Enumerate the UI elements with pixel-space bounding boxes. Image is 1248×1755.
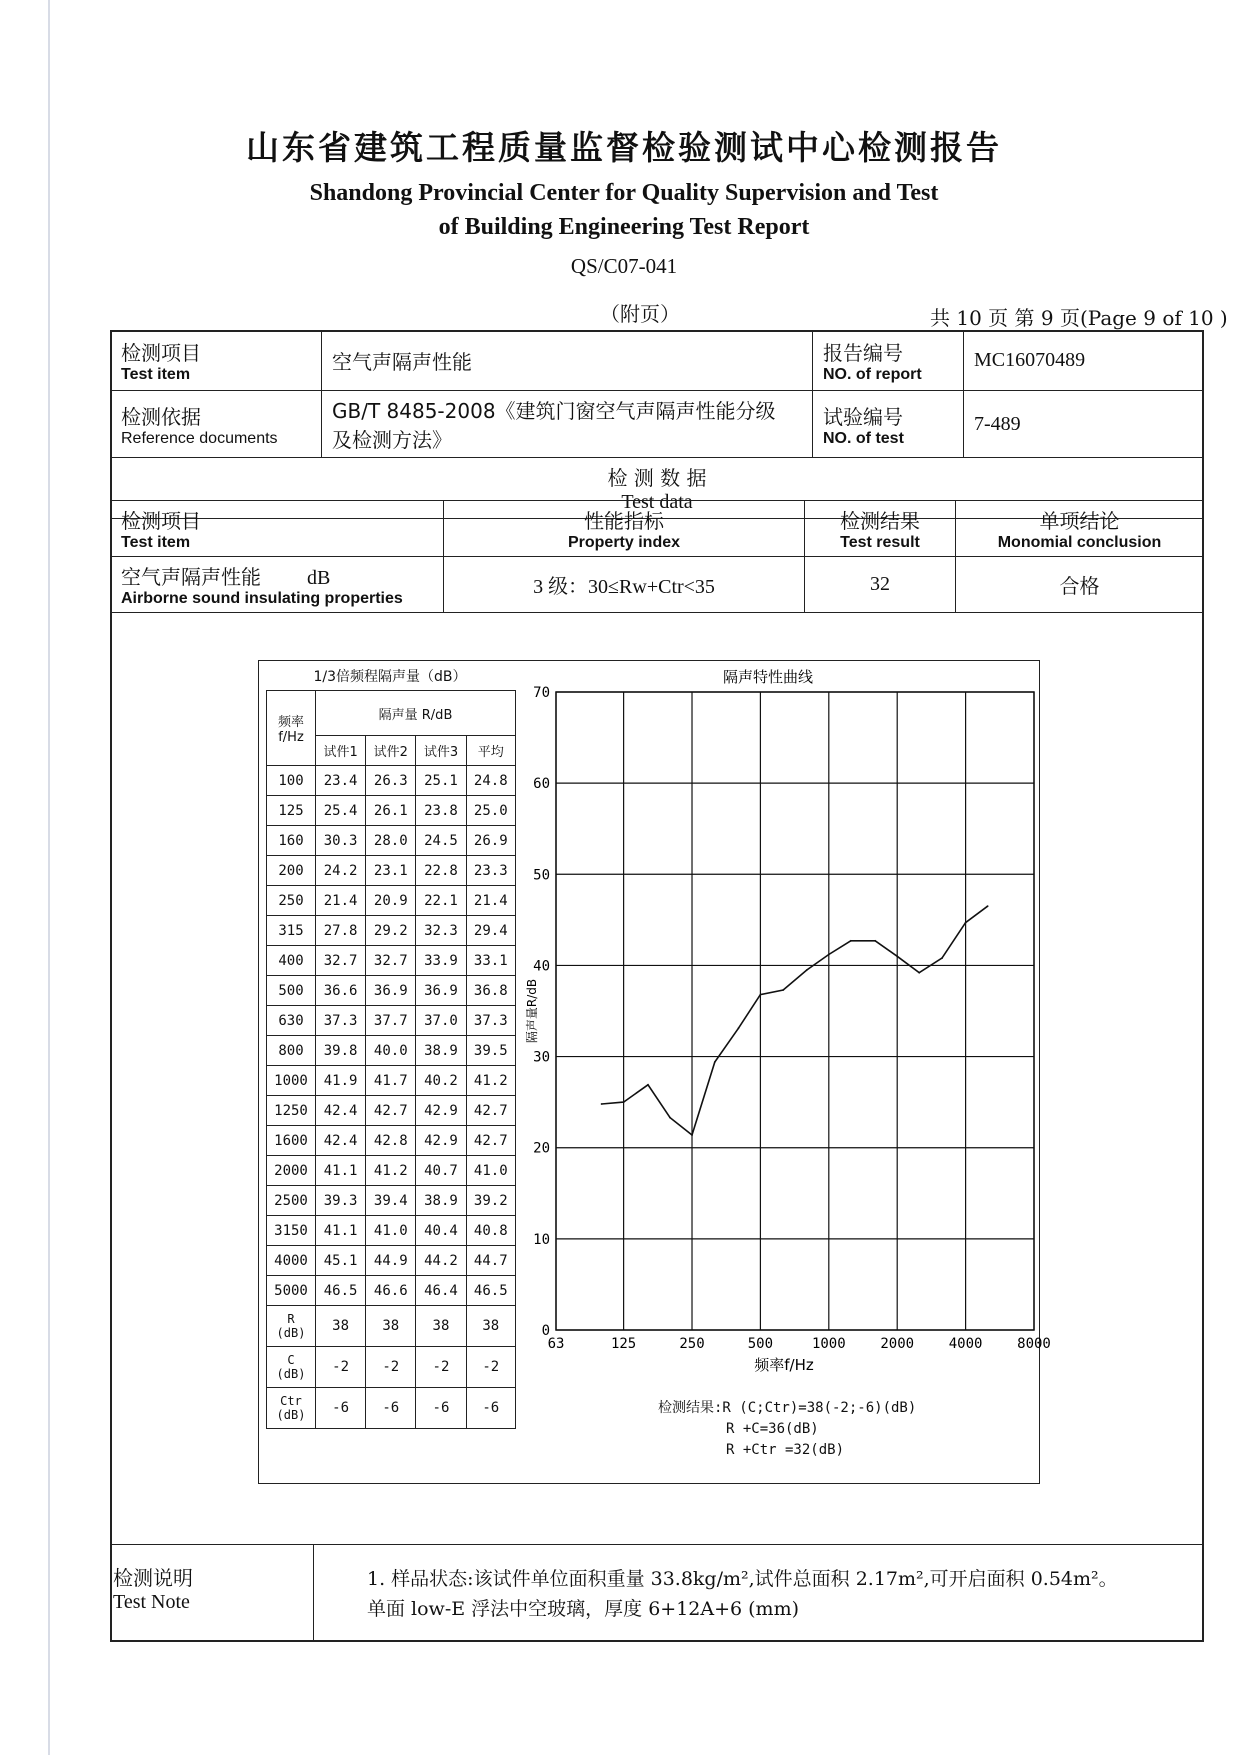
col-test-result: 检测结果 Test result	[805, 501, 956, 557]
series-line	[602, 906, 988, 1135]
value-cell: 41.0	[366, 1216, 416, 1246]
row-conclusion: 合格	[956, 557, 1204, 613]
freq-cell: 5000	[267, 1276, 316, 1306]
summary-value: -2	[416, 1347, 466, 1388]
value-cell: 23.1	[366, 856, 416, 886]
value-cell: 42.8	[366, 1126, 416, 1156]
freq-cell: 100	[267, 766, 316, 796]
y-tick-label: 40	[533, 958, 550, 975]
value-cell: 45.1	[316, 1246, 366, 1276]
data-point	[987, 905, 989, 907]
value-cell: 23.3	[466, 856, 515, 886]
data-point	[647, 1084, 649, 1086]
data-point	[896, 955, 898, 957]
freq-cell: 2500	[267, 1186, 316, 1216]
table-row	[267, 1006, 516, 1036]
note-column-divider	[313, 1544, 314, 1640]
value-cell: 32.7	[366, 946, 416, 976]
value-cell: 44.9	[366, 1246, 416, 1276]
table-row	[267, 856, 516, 886]
value-cell: 26.9	[466, 826, 515, 856]
value-cell: 42.7	[366, 1096, 416, 1126]
appendix-label: （附页）	[600, 302, 680, 326]
value-cell: 39.8	[316, 1036, 366, 1066]
value-cell: 24.5	[416, 826, 466, 856]
summary-value: -6	[416, 1388, 466, 1429]
note-label: 检测说明 Test Note	[113, 1566, 193, 1613]
value-cell: 28.0	[366, 826, 416, 856]
freq-cell: 125	[267, 796, 316, 826]
value-cell: 42.4	[316, 1096, 366, 1126]
summary-value: -2	[316, 1347, 366, 1388]
value-cell: 23.8	[416, 796, 466, 826]
data-point	[714, 1061, 716, 1063]
value-cell: 42.9	[416, 1096, 466, 1126]
x-axis-label: 频率f/Hz	[754, 1356, 814, 1374]
table-row	[267, 916, 516, 946]
value-cell: 40.4	[416, 1216, 466, 1246]
data-point	[941, 957, 943, 959]
summary-row	[267, 1388, 516, 1429]
value-cell: 29.2	[366, 916, 416, 946]
data-point	[623, 1101, 625, 1103]
freq-cell: 1250	[267, 1096, 316, 1126]
value-cell: 42.9	[416, 1126, 466, 1156]
freq-cell: 400	[267, 946, 316, 976]
value-cell: 44.2	[416, 1246, 466, 1276]
result-table	[110, 500, 1204, 613]
value-cell: 37.0	[416, 1006, 466, 1036]
y-tick-label: 20	[533, 1140, 550, 1157]
freq-cell: 3150	[267, 1216, 316, 1246]
value-cell: 32.3	[416, 916, 466, 946]
value-cell: 24.2	[316, 856, 366, 886]
freq-cell: 800	[267, 1036, 316, 1066]
result-line-1: 检测结果:R (C;Ctr)=38(-2;-6)(dB)	[658, 1400, 917, 1416]
table-row	[267, 1096, 516, 1126]
col-property-index: 性能指标 Property index	[444, 501, 805, 557]
value-cell: 42.7	[466, 1096, 515, 1126]
freq-header: 频率 f/Hz	[267, 691, 316, 766]
x-tick-label: 1000	[811, 1336, 846, 1352]
value-cell: 46.6	[366, 1276, 416, 1306]
data-point	[669, 1117, 671, 1119]
summary-value: 38	[316, 1306, 366, 1347]
data-point	[850, 940, 852, 942]
value-cell: 25.0	[466, 796, 515, 826]
data-point	[828, 954, 830, 956]
summary-label: R (dB)	[267, 1306, 316, 1347]
summary-value: -6	[466, 1388, 515, 1429]
summary-value: 38	[416, 1306, 466, 1347]
table-row	[267, 1156, 516, 1186]
test-no-label: 试验编号 NO. of test	[813, 391, 964, 458]
summary-value: -2	[466, 1347, 515, 1388]
data-point	[760, 994, 762, 996]
y-tick-label: 60	[533, 776, 550, 793]
reference-value: GB/T 8485-2008《建筑门窗空气声隔声性能分级 及检测方法》	[322, 391, 813, 458]
value-cell: 42.7	[466, 1126, 515, 1156]
value-cell: 21.4	[316, 886, 366, 916]
report-no-value: MC16070489	[964, 331, 1204, 391]
table-row	[267, 1186, 516, 1216]
value-cell: 40.0	[366, 1036, 416, 1066]
value-cell: 27.8	[316, 916, 366, 946]
value-cell: 38.9	[416, 1036, 466, 1066]
freq-cell: 160	[267, 826, 316, 856]
summary-value: -6	[366, 1388, 416, 1429]
report-title-cn: 山东省建筑工程质量监督检验测试中心检测报告	[246, 128, 1002, 167]
table-row	[267, 796, 516, 826]
table-row	[267, 976, 516, 1006]
data-point	[806, 969, 808, 971]
value-cell: 41.7	[366, 1066, 416, 1096]
table-row	[267, 886, 516, 916]
summary-row	[267, 1347, 516, 1388]
table-row	[267, 1066, 516, 1096]
freq-cell: 2000	[267, 1156, 316, 1186]
col-conclusion: 单项结论 Monomial conclusion	[956, 501, 1204, 557]
value-cell: 41.1	[316, 1216, 366, 1246]
value-cell: 42.4	[316, 1126, 366, 1156]
value-cell: 39.2	[466, 1186, 515, 1216]
summary-value: -6	[316, 1388, 366, 1429]
page-info: 共 10 页 第 9 页(Page 9 of 10 )	[930, 306, 1228, 330]
data-point	[874, 940, 876, 942]
data-point	[918, 972, 920, 974]
y-tick-label: 50	[533, 867, 550, 884]
data-point	[737, 1027, 739, 1029]
plot-frame	[556, 692, 1034, 1330]
value-cell: 36.8	[466, 976, 515, 1006]
value-cell: 26.3	[366, 766, 416, 796]
value-cell: 41.0	[466, 1156, 515, 1186]
value-cell: 44.7	[466, 1246, 515, 1276]
value-cell: 40.7	[416, 1156, 466, 1186]
value-cell: 37.7	[366, 1006, 416, 1036]
value-cell: 33.9	[416, 946, 466, 976]
value-cell: 36.9	[366, 976, 416, 1006]
value-cell: 41.1	[316, 1156, 366, 1186]
value-cell: 46.5	[316, 1276, 366, 1306]
summary-label: C (dB)	[267, 1347, 316, 1388]
row-property-index: 3 级：30≤Rw+Ctr<35	[444, 557, 805, 613]
row-test-item: 空气声隔声性能 dB Airborne sound insulating properties	[111, 557, 444, 613]
y-tick-label: 70	[533, 685, 550, 701]
value-cell: 20.9	[366, 886, 416, 916]
table-row	[267, 1126, 516, 1156]
y-tick-label: 0	[541, 1323, 550, 1339]
test-item-label: 检测项目 Test item	[111, 331, 322, 391]
table-row	[267, 1216, 516, 1246]
value-cell: 30.3	[316, 826, 366, 856]
y-tick-label: 10	[533, 1231, 550, 1248]
test-item-value: 空气声隔声性能	[322, 331, 813, 391]
value-cell: 25.1	[416, 766, 466, 796]
result-line-3: R +Ctr =32(dB)	[726, 1442, 845, 1458]
row-test-result: 32	[805, 557, 956, 613]
table-row	[267, 1276, 516, 1306]
data-point	[965, 922, 967, 924]
note-line-2: 单面 low-E 浮法中空玻璃，厚度 6+12A+6 (mm)	[367, 1598, 800, 1620]
freq-cell: 250	[267, 886, 316, 916]
value-cell: 41.9	[316, 1066, 366, 1096]
freq-cell: 4000	[267, 1246, 316, 1276]
value-cell: 29.4	[466, 916, 515, 946]
freq-cell: 500	[267, 976, 316, 1006]
value-cell: 36.9	[416, 976, 466, 1006]
data-point	[782, 989, 784, 991]
table-row	[267, 826, 516, 856]
info-table	[110, 330, 1204, 519]
table-row	[267, 766, 516, 796]
value-cell: 37.3	[466, 1006, 515, 1036]
table-row	[267, 1246, 516, 1276]
table-row	[267, 946, 516, 976]
chart-result-text	[658, 1398, 916, 1461]
summary-value: -2	[366, 1347, 416, 1388]
value-cell: 41.2	[466, 1066, 515, 1096]
value-cell: 36.6	[316, 976, 366, 1006]
value-cell: 39.5	[466, 1036, 515, 1066]
x-tick-label: 2000	[880, 1336, 915, 1352]
note-divider	[110, 1544, 1204, 1545]
value-cell: 21.4	[466, 886, 515, 916]
value-cell: 32.7	[316, 946, 366, 976]
table-row	[267, 1036, 516, 1066]
value-cell: 39.4	[366, 1186, 416, 1216]
summary-label: Ctr (dB)	[267, 1388, 316, 1429]
value-cell: 38.9	[416, 1186, 466, 1216]
value-cell: 26.1	[366, 796, 416, 826]
y-axis-label: 隔声量R/dB	[525, 978, 539, 1044]
summary-value: 38	[466, 1306, 515, 1347]
freq-cell: 630	[267, 1006, 316, 1036]
report-title-en-line1: Shandong Provincial Center for Quality Supervision and Test	[309, 180, 939, 206]
report-code: QS/C07-041	[570, 254, 678, 278]
data-point	[601, 1103, 603, 1105]
r-header: 隔声量 R/dB	[316, 691, 516, 736]
value-cell: 40.2	[416, 1066, 466, 1096]
test-no-value: 7-489	[964, 391, 1204, 458]
summary-value: 38	[366, 1306, 416, 1347]
value-cell: 39.3	[316, 1186, 366, 1216]
value-cell: 40.8	[466, 1216, 515, 1246]
freq-cell: 200	[267, 856, 316, 886]
col-test-item: 检测项目 Test item	[111, 501, 444, 557]
freq-cell: 1600	[267, 1126, 316, 1156]
y-tick-label: 30	[533, 1049, 550, 1066]
note-line-1: 1. 样品状态:该试件单位面积重量 33.8kg/m²,试件总面积 2.17m²,可开启面积 0.54m²。	[367, 1568, 1118, 1590]
chart-title: 隔声特性曲线	[722, 668, 814, 686]
sub-header-2: 试件3	[416, 736, 466, 766]
value-cell: 22.1	[416, 886, 466, 916]
value-cell: 33.1	[466, 946, 515, 976]
report-title-en-line2: of Building Engineering Test Report	[438, 214, 810, 240]
value-cell: 23.4	[316, 766, 366, 796]
value-cell: 25.4	[316, 796, 366, 826]
reference-label: 检测依据 Reference documents	[111, 391, 322, 458]
x-tick-label: 500	[747, 1336, 774, 1352]
chart-svg	[520, 662, 1051, 1382]
value-cell: 22.8	[416, 856, 466, 886]
sound-reduction-table	[266, 690, 516, 1429]
data-point	[691, 1134, 693, 1136]
x-tick-label: 250	[679, 1336, 705, 1352]
sub-header-1: 试件2	[366, 736, 416, 766]
sub-header-0: 试件1	[316, 736, 366, 766]
note-text	[367, 1564, 1118, 1624]
sub-table-title: 1/3倍频程隔声量（dB）	[313, 669, 467, 685]
freq-cell: 1000	[267, 1066, 316, 1096]
x-tick-label: 4000	[948, 1336, 983, 1352]
result-line-2: R +C=36(dB)	[726, 1421, 819, 1437]
value-cell: 37.3	[316, 1006, 366, 1036]
value-cell: 46.5	[466, 1276, 515, 1306]
x-tick-label: 125	[610, 1336, 637, 1352]
x-tick-label: 63	[547, 1336, 565, 1352]
value-cell: 24.8	[466, 766, 515, 796]
summary-row	[267, 1306, 516, 1347]
value-cell: 41.2	[366, 1156, 416, 1186]
test-data-heading: 检 测 数 据 Test data	[111, 458, 1204, 519]
chart-grid	[556, 692, 1034, 1330]
x-axis-ticks	[548, 1336, 1051, 1352]
report-no-label: 报告编号 NO. of report	[813, 331, 964, 391]
freq-cell: 315	[267, 916, 316, 946]
value-cell: 46.4	[416, 1276, 466, 1306]
sub-header-3: 平均	[466, 736, 515, 766]
x-tick-label: 8000	[1017, 1336, 1051, 1352]
